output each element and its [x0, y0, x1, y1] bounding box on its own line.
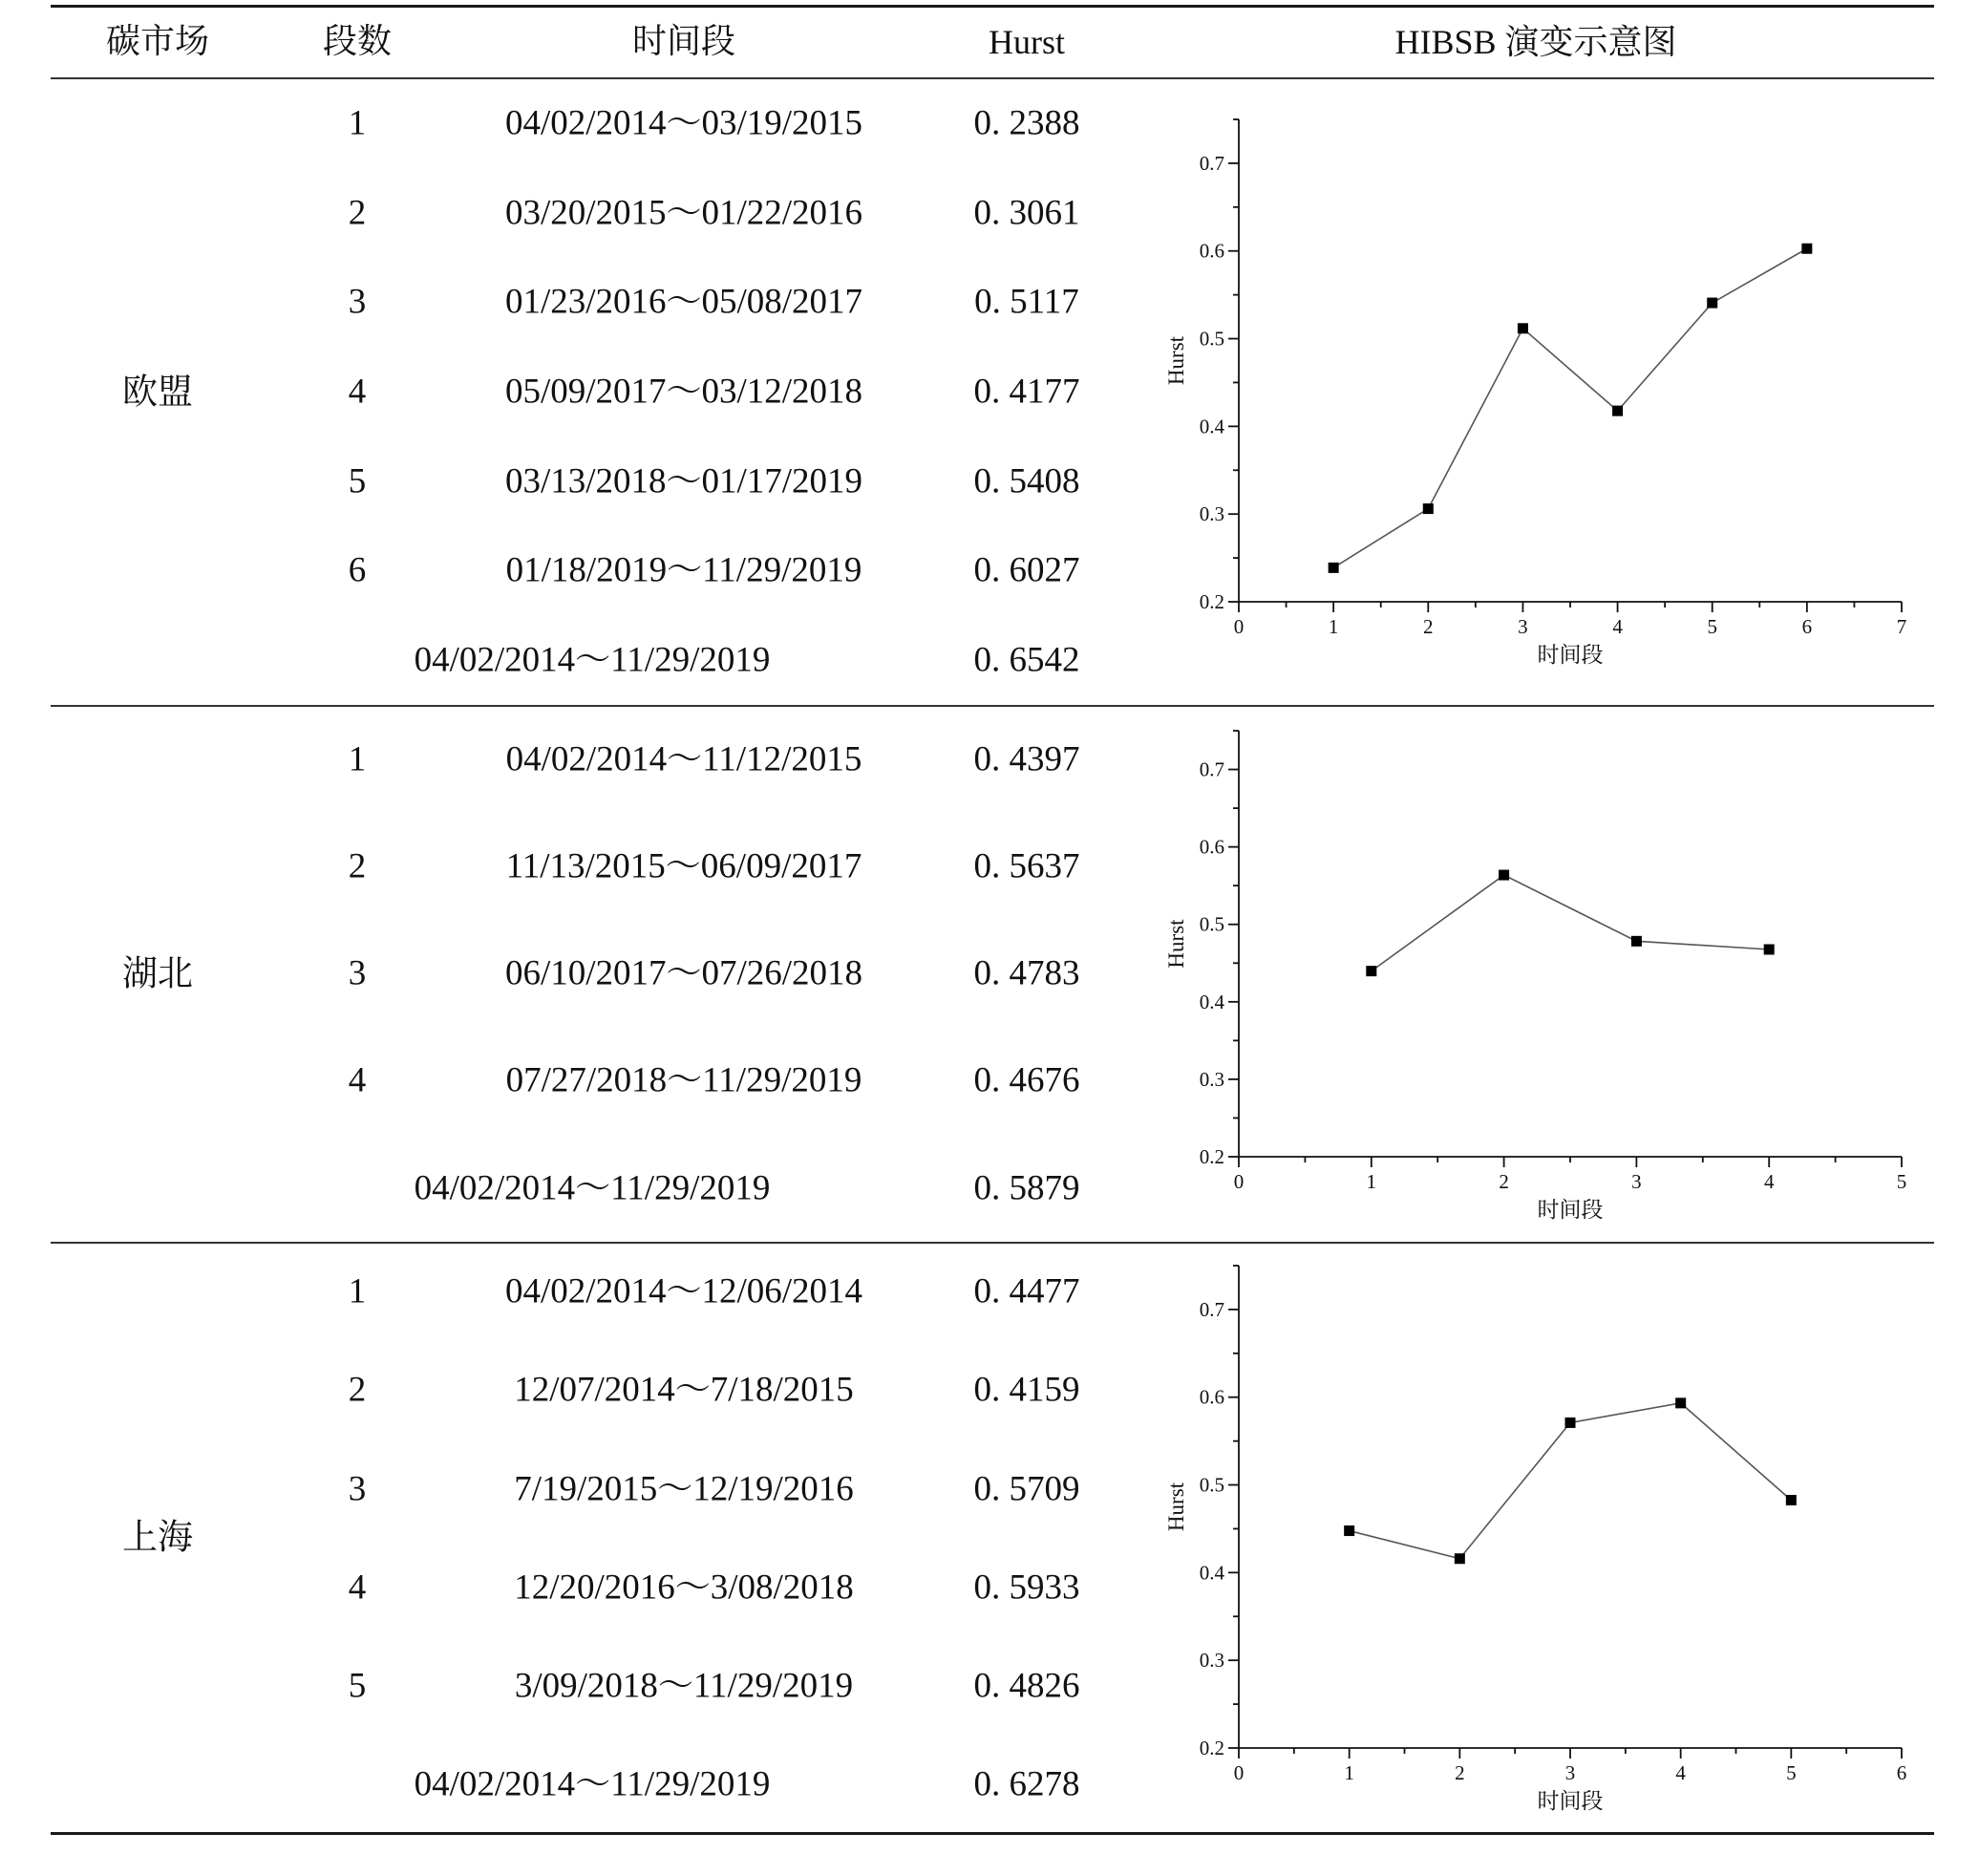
y-tick-label: 0.7	[1199, 1297, 1224, 1321]
data-point	[1801, 244, 1812, 254]
y-tick-label: 0.7	[1199, 151, 1224, 175]
hurst-cell: 0. 4159	[973, 1370, 1080, 1410]
hurst-cell: 0. 5709	[973, 1469, 1080, 1509]
y-tick-label: 0.6	[1199, 835, 1224, 859]
total-period-cell: 04/02/2014～11/29/2019	[414, 640, 771, 680]
chart-hubei-hurst	[1137, 712, 1939, 1227]
y-tick-label: 0.3	[1199, 1067, 1224, 1091]
segment-cell: 2	[348, 846, 367, 886]
x-axis-label: 时间段	[1537, 1198, 1604, 1222]
x-tick-label: 6	[1801, 615, 1813, 638]
data-point	[1675, 1397, 1686, 1408]
hurst-cell: 0. 6027	[973, 550, 1080, 590]
period-cell: 12/07/2014～7/18/2015	[514, 1370, 854, 1410]
top-rule	[51, 5, 1934, 8]
x-tick-label: 3	[1518, 615, 1528, 638]
total-period-cell: 04/02/2014～11/29/2019	[414, 1764, 771, 1804]
market-label: 上海	[122, 1516, 193, 1558]
period-cell: 04/02/2014～12/06/2014	[504, 1271, 863, 1311]
segment-cell: 1	[348, 103, 367, 143]
data-point	[1631, 936, 1642, 947]
section-rule	[51, 1242, 1934, 1244]
data-point	[1344, 1525, 1354, 1536]
section-rule	[51, 705, 1934, 707]
period-cell: 03/20/2015～01/22/2016	[504, 193, 863, 233]
y-tick-label: 0.4	[1199, 1561, 1224, 1585]
y-tick-label: 0.2	[1199, 590, 1224, 613]
segment-cell: 5	[348, 1666, 367, 1706]
hurst-cell: 0. 4826	[973, 1666, 1080, 1706]
hurst-cell: 0. 5637	[973, 846, 1080, 886]
y-tick-label: 0.6	[1199, 239, 1224, 263]
period-cell: 7/19/2015～12/19/2016	[514, 1469, 854, 1509]
segment-cell: 4	[348, 1060, 367, 1100]
data-point	[1366, 966, 1376, 976]
x-tick-label: 2	[1455, 1761, 1465, 1784]
period-cell: 01/18/2019～11/29/2019	[505, 550, 862, 590]
hurst-cell: 0. 5933	[973, 1567, 1080, 1608]
y-tick-label: 0.2	[1199, 1145, 1224, 1168]
chart-eu-hurst	[1137, 96, 1939, 688]
x-tick-label: 2	[1423, 615, 1434, 638]
data-point	[1518, 323, 1528, 333]
total-hurst-cell: 0. 6542	[973, 640, 1080, 680]
y-tick-label: 0.7	[1199, 757, 1224, 781]
market-label: 欧盟	[122, 371, 193, 413]
hurst-cell: 0. 4397	[973, 739, 1080, 779]
segment-cell: 3	[348, 282, 367, 322]
segment-cell: 3	[348, 953, 367, 993]
y-axis-label: Hurst	[1164, 1482, 1188, 1532]
header-rule	[51, 77, 1934, 79]
x-tick-label: 4	[1675, 1761, 1686, 1784]
x-tick-label: 1	[1344, 1761, 1354, 1784]
segment-cell: 2	[348, 1370, 367, 1410]
data-point	[1455, 1553, 1465, 1564]
x-tick-label: 5	[1896, 1170, 1907, 1193]
y-axis-label: Hurst	[1164, 919, 1188, 969]
x-tick-label: 1	[1328, 615, 1339, 638]
period-cell: 07/27/2018～11/29/2019	[505, 1060, 862, 1100]
y-tick-label: 0.2	[1199, 1737, 1224, 1759]
hurst-cell: 0. 4676	[973, 1060, 1080, 1100]
segment-cell: 1	[348, 1271, 367, 1311]
y-axis-label: Hurst	[1164, 335, 1188, 386]
x-tick-label: 0	[1233, 1761, 1245, 1784]
segment-cell: 1	[348, 739, 367, 779]
y-tick-label: 0.4	[1199, 990, 1224, 1013]
bottom-rule	[51, 1832, 1934, 1835]
period-cell: 06/10/2017～07/26/2018	[504, 953, 863, 993]
x-tick-label: 3	[1564, 1761, 1576, 1784]
period-cell: 03/13/2018～01/17/2019	[504, 461, 863, 501]
period-cell: 04/02/2014～03/19/2015	[504, 103, 863, 143]
period-cell: 01/23/2016～05/08/2017	[504, 282, 863, 322]
header-market: 碳市场	[105, 22, 210, 61]
data-point	[1612, 406, 1623, 416]
header-segments: 段数	[322, 22, 393, 61]
series-line	[1372, 875, 1769, 971]
x-tick-label: 6	[1896, 1761, 1907, 1784]
data-point	[1499, 870, 1509, 881]
total-period-cell: 04/02/2014～11/29/2019	[414, 1168, 771, 1208]
y-tick-label: 0.5	[1199, 327, 1224, 351]
period-cell: 12/20/2016～3/08/2018	[514, 1567, 854, 1608]
x-tick-label: 5	[1707, 615, 1717, 638]
data-point	[1423, 503, 1434, 514]
y-tick-label: 0.3	[1199, 1649, 1224, 1673]
data-point	[1565, 1418, 1576, 1428]
period-cell: 05/09/2017～03/12/2018	[504, 372, 863, 412]
hurst-cell: 0. 4783	[973, 953, 1080, 993]
x-axis-label: 时间段	[1537, 1789, 1604, 1813]
segment-cell: 4	[348, 372, 367, 412]
data-point	[1786, 1495, 1797, 1505]
segment-cell: 2	[348, 193, 367, 233]
period-cell: 04/02/2014～11/12/2015	[505, 739, 862, 779]
y-tick-label: 0.5	[1199, 912, 1224, 936]
y-tick-label: 0.6	[1199, 1385, 1224, 1409]
total-hurst-cell: 0. 6278	[973, 1764, 1080, 1804]
y-tick-label: 0.4	[1199, 415, 1224, 438]
segment-cell: 4	[348, 1567, 367, 1608]
x-tick-label: 0	[1233, 615, 1245, 638]
data-point	[1707, 298, 1717, 309]
header-chart: HIBSB 演变示意图	[1394, 23, 1677, 61]
market-label: 湖北	[122, 952, 193, 994]
segment-cell: 3	[348, 1469, 367, 1509]
y-tick-label: 0.5	[1199, 1473, 1224, 1497]
period-cell: 3/09/2018～11/29/2019	[514, 1666, 854, 1706]
header-period: 时间段	[631, 22, 736, 61]
header-hurst: Hurst	[989, 23, 1065, 61]
hurst-cell: 0. 2388	[973, 103, 1080, 143]
hurst-cell: 0. 4477	[973, 1271, 1080, 1311]
data-point	[1764, 945, 1775, 955]
total-hurst-cell: 0. 5879	[973, 1168, 1080, 1208]
data-point	[1329, 563, 1339, 573]
series-line	[1333, 248, 1807, 567]
hurst-cell: 0. 4177	[973, 372, 1080, 412]
hurst-cell: 0. 5408	[973, 461, 1080, 501]
x-tick-label: 2	[1499, 1170, 1509, 1193]
x-tick-label: 4	[1763, 1170, 1775, 1193]
x-tick-label: 7	[1896, 615, 1907, 638]
hurst-cell: 0. 5117	[974, 282, 1079, 322]
chart-shanghai-hurst	[1137, 1247, 1939, 1820]
segment-cell: 5	[348, 461, 367, 501]
x-tick-label: 0	[1233, 1170, 1245, 1193]
hurst-cell: 0. 3061	[973, 193, 1080, 233]
x-tick-label: 3	[1631, 1170, 1642, 1193]
period-cell: 11/13/2015～06/09/2017	[505, 846, 862, 886]
x-axis-label: 时间段	[1537, 643, 1604, 667]
y-tick-label: 0.3	[1199, 502, 1224, 526]
x-tick-label: 4	[1612, 615, 1623, 638]
segment-cell: 6	[348, 550, 367, 590]
x-tick-label: 5	[1786, 1761, 1797, 1784]
x-tick-label: 1	[1366, 1170, 1377, 1193]
